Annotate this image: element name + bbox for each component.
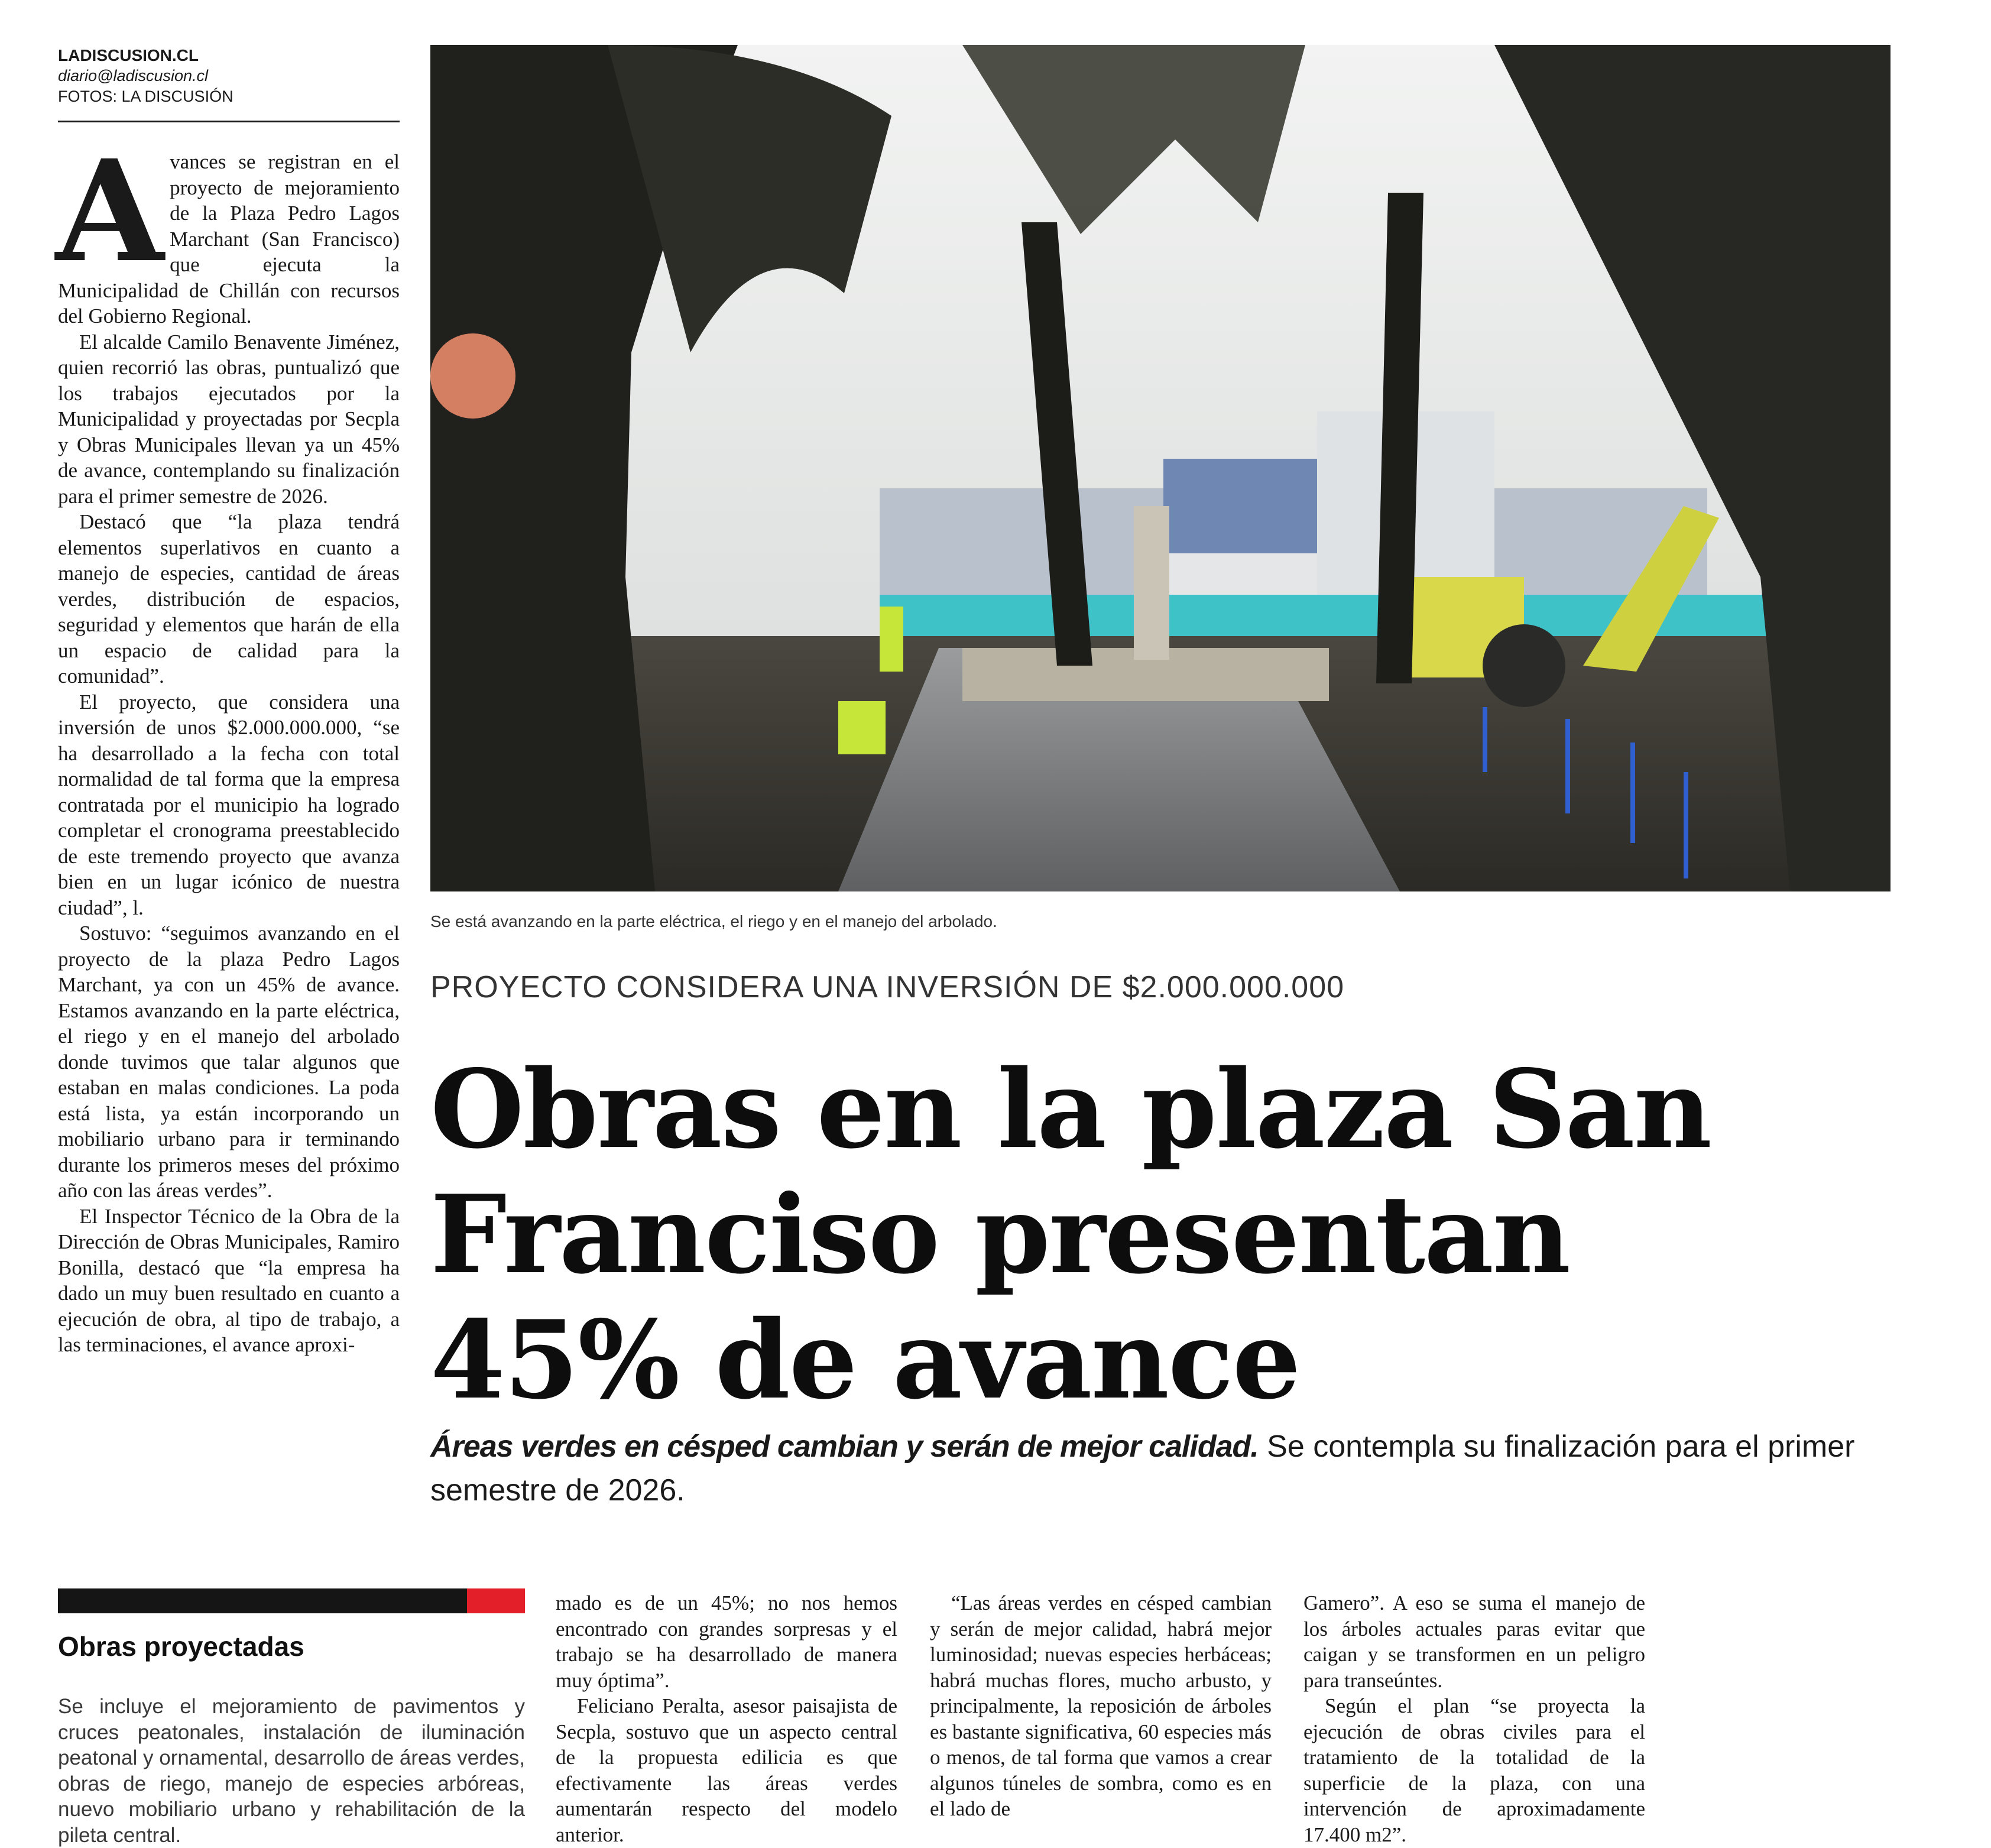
drop-cap: A [56, 129, 162, 293]
article-body-column-4 [1303, 1590, 1645, 1847]
deck-lead: Áreas verdes en césped cambian y serán de mejor calidad. [430, 1429, 1259, 1464]
article-paragraph: Avances se registran en el proyecto de mejoramiento de la Plaza Pedro Lagos Marchant (San Francisco) que ejecuta la Municipalidad de Chillán con recursos del Gobierno Regional. [56, 129, 400, 328]
article-paragraph: Según el plan “se proyecta la ejecución de obras civiles para el tratamiento de la totalidad de la superficie de la plaza, con una intervención de aproximadamente 17.400 m2”. [1303, 1694, 1645, 1846]
article-paragraph: El Inspector Técnico de la Obra de la Dirección de Obras Municipales, Ramiro Bonilla, destacó que “la empresa ha dado un muy buen resultado en cuanto a ejecución de obra, al tipo de trabajo, a las terminaciones, el avance aproxi- [58, 1204, 400, 1356]
deck-text: Se contempla su finalización para el primer semestre de 2026. [430, 1429, 1855, 1507]
kicker: PROYECTO CONSIDERA UNA INVERSIÓN DE $2.000.000.000 [430, 970, 1345, 1004]
plaza-construction-photo [430, 45, 1891, 891]
article-paragraph: Gamero”. A eso se suma el manejo de los árboles actuales paras evitar que caigan y se transformen en un peligro para transeúntes. [1303, 1591, 1645, 1692]
article-paragraph: mado es de un 45%; no nos hemos encontrado con grandes sorpresas y el trabajo se ha desarrollado de manera muy óptima”. [556, 1591, 897, 1692]
credits-block [58, 45, 400, 107]
article-body-column-1 [56, 129, 400, 1358]
article-body-column-2 [556, 1590, 897, 1847]
headline-line: Franciso presentan [430, 1171, 1570, 1298]
headline [430, 1046, 1908, 1422]
photo-caption: Se está avanzando en la parte eléctrica, el riego y en el manejo del arbolado. [430, 912, 997, 931]
photo-credit: FOTOS: LA DISCUSIÓN [58, 87, 234, 105]
headline-line: Obras en la plaza San [430, 1046, 1711, 1172]
divider [58, 121, 400, 122]
article-paragraph: Destacó que “la plaza tendrá elementos superlativos en cuanto a manejo de especies, cantidad de áreas verdes, distribución de espacios, seguridad y elementos que harán de ella un espacio de calidad para la comunidad”. [58, 510, 400, 688]
sidebar-header-bar [58, 1588, 525, 1613]
sidebar-title: Obras proyectadas [58, 1631, 304, 1662]
author-email: diario@ladiscusion.cl [58, 67, 209, 85]
article-photo [430, 45, 1891, 891]
sidebar-accent [467, 1588, 525, 1613]
sidebar-text: Se incluye el mejoramiento de pavimentos y cruces peatonales, instalación de iluminación peatonal y ornamental, desarrollo de áreas verdes, obras de riego, manejo de especies arbóreas, nuevo mobiliario urbano y rehabilitación de la pileta central. [58, 1695, 525, 1847]
headline-line: 45% de avance [430, 1296, 1300, 1423]
site-name: LADISCUSION.CL [58, 46, 199, 64]
article-paragraph: Sostuvo: “seguimos avanzando en el proyecto de la plaza Pedro Lagos Marchant, ya con un 45% de avance. Estamos avanzando en la parte eléctrica, el riego y en el manejo del arbolado donde tuvimos que talar algunos que estaban en malas condiciones. La poda está lista, ya están incorporando un mobiliario urbano para ir terminando durante los primeros meses del próximo año con las áreas verdes”. [58, 922, 400, 1202]
article-body-column-3 [930, 1590, 1272, 1822]
article-paragraph: El proyecto, que considera una inversión de unos $2.000.000.000, “se ha desarrollado a la fecha con total normalidad de tal forma que la empresa contratada por el municipio ha logrado completar el cronograma preestablecido de este tremendo proyecto que avanza bien en un lugar icónico de nuestra ciudad”, l. [58, 690, 400, 919]
article-paragraph: El alcalde Camilo Benavente Jiménez, quien recorrió las obras, puntualizó que los trabajos ejecutados por la Municipalidad y proyectadas por Secpla y Obras Municipales llevan ya un 45% de avance, contemplando su finalización para el primer semestre de 2026. [58, 330, 400, 508]
article-paragraph: Feliciano Peralta, asesor paisajista de Secpla, sostuvo que un aspecto central de la propuesta edilicia es que efectivamente las áreas verdes aumentarán respecto del modelo anterior. [556, 1694, 897, 1846]
deck [430, 1425, 1891, 1512]
article-paragraph: “Las áreas verdes en césped cambian y serán de mejor calidad, habrá mejor luminosidad; nuevas especies herbáceas; habrá muchas flores, mucho arbusto, y principalmente, la reposición de árboles es bastante significativa, 60 especies más o menos, de tal forma que vamos a crear algunos túneles de sombra, como es en el lado de [930, 1591, 1272, 1820]
